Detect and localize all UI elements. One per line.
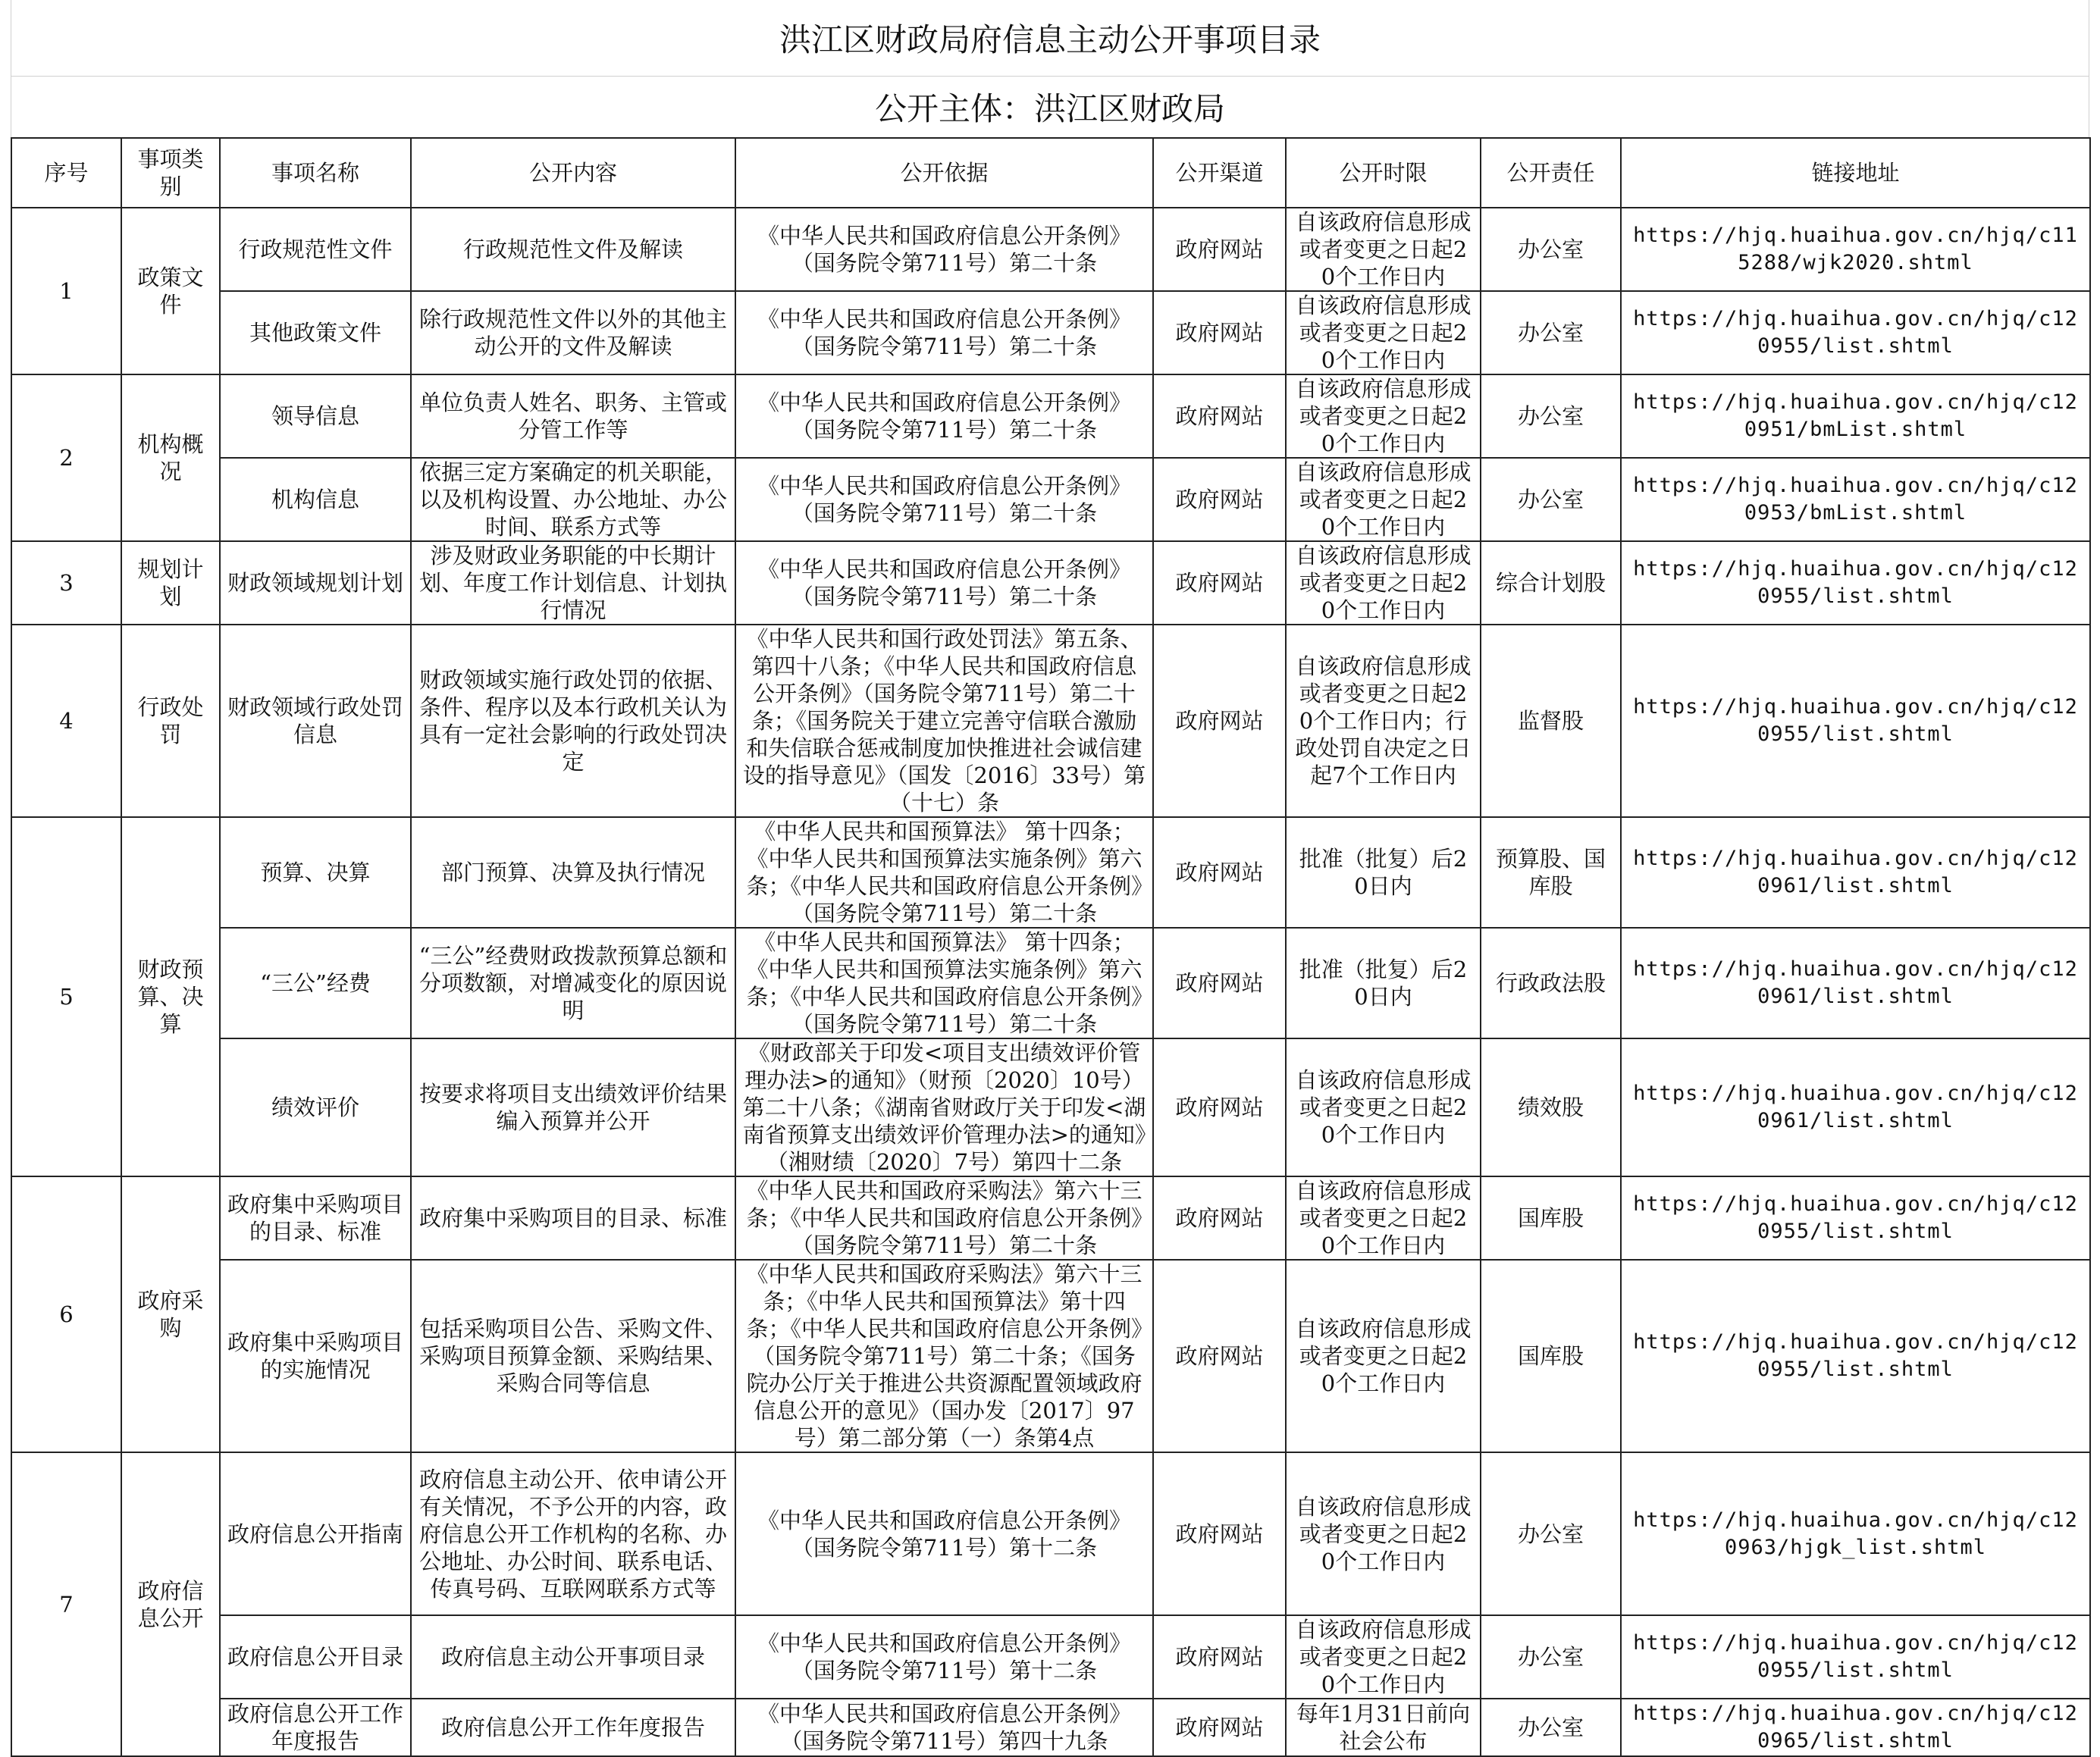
item-basis: 《中华人民共和国政府信息公开条例》（国务院令第711号）第四十九条 <box>735 1699 1153 1756</box>
header-channel: 公开渠道 <box>1153 138 1286 208</box>
item-time-limit: 自该政府信息形成或者变更之日起20个工作日内 <box>1286 208 1481 291</box>
item-basis: 《中华人民共和国预算法》 第十四条；《中华人民共和国预算法实施条例》第六条；《中华人民共和国政府信息公开条例》（国务院令第711号）第二十条 <box>735 817 1153 928</box>
row-number: 5 <box>11 817 121 1176</box>
table-row <box>11 458 2090 541</box>
item-link[interactable]: https://hjq.huaihua.gov.cn/hjq/c120955/list.shtml <box>1621 541 2090 625</box>
item-basis: 《中华人民共和国政府信息公开条例》（国务院令第711号）第二十条 <box>735 458 1153 541</box>
item-content: 涉及财政业务职能的中长期计划、年度工作计划信息、计划执行情况 <box>411 541 735 625</box>
item-time-limit: 自该政府信息形成或者变更之日起20个工作日内 <box>1286 541 1481 625</box>
item-time-limit: 自该政府信息形成或者变更之日起20个工作日内 <box>1286 1615 1481 1699</box>
table-row <box>11 291 2090 374</box>
item-basis: 《中华人民共和国政府信息公开条例》（国务院令第711号）第二十条 <box>735 374 1153 458</box>
item-time-limit: 自该政府信息形成或者变更之日起20个工作日内 <box>1286 1452 1481 1615</box>
item-channel: 政府网站 <box>1153 1038 1286 1176</box>
row-number: 1 <box>11 208 121 374</box>
item-basis: 《中华人民共和国行政处罚法》第五条、第四十八条；《中华人民共和国政府信息公开条例》（国务院令第711号）第二十条；《国务院关于建立完善守信联合激励和失信联合惩戒制度加快推进社会诚信建设的指导意见》（国发〔2016〕33号）第（十七）条 <box>735 625 1153 817</box>
item-link[interactable]: https://hjq.huaihua.gov.cn/hjq/c120955/list.shtml <box>1621 1260 2090 1452</box>
item-name: 其他政策文件 <box>220 291 411 374</box>
item-name: 政府集中采购项目的实施情况 <box>220 1260 411 1452</box>
item-name: 绩效评价 <box>220 1038 411 1176</box>
item-basis: 《中华人民共和国政府信息公开条例》（国务院令第711号）第二十条 <box>735 208 1153 291</box>
item-responsibility: 办公室 <box>1481 291 1621 374</box>
row-category: 财政预算、决算 <box>121 817 220 1176</box>
row-category: 政府信息公开 <box>121 1452 220 1756</box>
item-content: 行政规范性文件及解读 <box>411 208 735 291</box>
item-name: “三公”经费 <box>220 928 411 1038</box>
header-item-name: 事项名称 <box>220 138 411 208</box>
row-number: 3 <box>11 541 121 625</box>
item-responsibility: 预算股、国库股 <box>1481 817 1621 928</box>
item-responsibility: 办公室 <box>1481 1615 1621 1699</box>
header-category: 事项类别 <box>121 138 220 208</box>
row-category: 规划计划 <box>121 541 220 625</box>
row-number: 4 <box>11 625 121 817</box>
item-channel: 政府网站 <box>1153 1452 1286 1615</box>
item-responsibility: 办公室 <box>1481 1699 1621 1756</box>
row-category: 政策文件 <box>121 208 220 374</box>
row-number: 6 <box>11 1176 121 1452</box>
table-row <box>11 541 2090 625</box>
item-content: 依据三定方案确定的机关职能，以及机构设置、办公地址、办公时间、联系方式等 <box>411 458 735 541</box>
item-time-limit: 自该政府信息形成或者变更之日起20个工作日内 <box>1286 291 1481 374</box>
row-number: 2 <box>11 374 121 541</box>
item-responsibility: 绩效股 <box>1481 1038 1621 1176</box>
item-channel: 政府网站 <box>1153 374 1286 458</box>
item-channel: 政府网站 <box>1153 1260 1286 1452</box>
header-responsibility: 公开责任 <box>1481 138 1621 208</box>
item-channel: 政府网站 <box>1153 625 1286 817</box>
table-row <box>11 1176 2090 1260</box>
item-content: 政府集中采购项目的目录、标准 <box>411 1176 735 1260</box>
item-responsibility: 行政政法股 <box>1481 928 1621 1038</box>
item-time-limit: 自该政府信息形成或者变更之日起20个工作日内；行政处罚自决定之日起7个工作日内 <box>1286 625 1481 817</box>
header-content: 公开内容 <box>411 138 735 208</box>
item-link[interactable]: https://hjq.huaihua.gov.cn/hjq/c120963/hjgk_list.shtml <box>1621 1452 2090 1615</box>
item-time-limit: 批准（批复）后20日内 <box>1286 817 1481 928</box>
item-link[interactable]: https://hjq.huaihua.gov.cn/hjq/c120965/list.shtml <box>1621 1699 2090 1756</box>
publishing-subject: 公开主体：洪江区财政局 <box>11 77 2089 137</box>
item-channel: 政府网站 <box>1153 817 1286 928</box>
item-content: 财政领域实施行政处罚的依据、条件、程序以及本行政机关认为具有一定社会影响的行政处罚决定 <box>411 625 735 817</box>
item-channel: 政府网站 <box>1153 1699 1286 1756</box>
table-row <box>11 817 2090 928</box>
table-row <box>11 374 2090 458</box>
item-responsibility: 综合计划股 <box>1481 541 1621 625</box>
header-link: 链接地址 <box>1621 138 2090 208</box>
item-basis: 《中华人民共和国政府信息公开条例》（国务院令第711号）第二十条 <box>735 541 1153 625</box>
item-time-limit: 自该政府信息形成或者变更之日起20个工作日内 <box>1286 1038 1481 1176</box>
item-content: 按要求将项目支出绩效评价结果编入预算并公开 <box>411 1038 735 1176</box>
item-content: 单位负责人姓名、职务、主管或分管工作等 <box>411 374 735 458</box>
item-channel: 政府网站 <box>1153 1615 1286 1699</box>
item-channel: 政府网站 <box>1153 1176 1286 1260</box>
item-link[interactable]: https://hjq.huaihua.gov.cn/hjq/c120953/bmList.shtml <box>1621 458 2090 541</box>
item-time-limit: 自该政府信息形成或者变更之日起20个工作日内 <box>1286 374 1481 458</box>
table-row <box>11 1260 2090 1452</box>
item-channel: 政府网站 <box>1153 541 1286 625</box>
item-basis: 《中华人民共和国政府信息公开条例》（国务院令第711号）第二十条 <box>735 291 1153 374</box>
item-basis: 《财政部关于印发<项目支出绩效评价管理办法>的通知》（财预〔2020〕10号）第二十八条；《湖南省财政厅关于印发<湖南省预算支出绩效评价管理办法>的通知》（湘财绩〔2020〕7号）第四十二条 <box>735 1038 1153 1176</box>
item-responsibility: 办公室 <box>1481 374 1621 458</box>
item-name: 财政领域行政处罚信息 <box>220 625 411 817</box>
item-content: 部门预算、决算及执行情况 <box>411 817 735 928</box>
item-content: “三公”经费财政拨款预算总额和分项数额，对增减变化的原因说明 <box>411 928 735 1038</box>
item-basis: 《中华人民共和国政府采购法》第六十三条；《中华人民共和国政府信息公开条例》（国务院令第711号）第二十条 <box>735 1176 1153 1260</box>
table-row <box>11 625 2090 817</box>
item-responsibility: 国库股 <box>1481 1260 1621 1452</box>
header-basis: 公开依据 <box>735 138 1153 208</box>
item-name: 财政领域规划计划 <box>220 541 411 625</box>
row-category: 机构概况 <box>121 374 220 541</box>
item-name: 政府信息公开工作年度报告 <box>220 1699 411 1756</box>
table-row <box>11 928 2090 1038</box>
item-link[interactable]: https://hjq.huaihua.gov.cn/hjq/c120961/list.shtml <box>1621 1038 2090 1176</box>
item-link[interactable]: https://hjq.huaihua.gov.cn/hjq/c120961/list.shtml <box>1621 928 2090 1038</box>
item-content: 政府信息主动公开、依申请公开有关情况，不予公开的内容，政府信息公开工作机构的名称、办公地址、办公时间、联系电话、传真号码、互联网联系方式等 <box>411 1452 735 1615</box>
item-time-limit: 批准（批复）后20日内 <box>1286 928 1481 1038</box>
item-content: 包括采购项目公告、采购文件、采购项目预算金额、采购结果、采购合同等信息 <box>411 1260 735 1452</box>
item-time-limit: 自该政府信息形成或者变更之日起20个工作日内 <box>1286 1176 1481 1260</box>
item-time-limit: 自该政府信息形成或者变更之日起20个工作日内 <box>1286 458 1481 541</box>
catalog-table <box>11 137 2091 1757</box>
item-responsibility: 国库股 <box>1481 1176 1621 1260</box>
item-channel: 政府网站 <box>1153 458 1286 541</box>
item-content: 政府信息公开工作年度报告 <box>411 1699 735 1756</box>
item-basis: 《中华人民共和国政府信息公开条例》（国务院令第711号）第十二条 <box>735 1452 1153 1615</box>
item-channel: 政府网站 <box>1153 928 1286 1038</box>
catalog-body <box>11 208 2090 1756</box>
item-responsibility: 监督股 <box>1481 625 1621 817</box>
item-link[interactable]: https://hjq.huaihua.gov.cn/hjq/c120961/list.shtml <box>1621 817 2090 928</box>
table-row <box>11 1038 2090 1176</box>
header-row <box>11 138 2090 208</box>
item-name: 政府集中采购项目的目录、标准 <box>220 1176 411 1260</box>
table-row <box>11 1699 2090 1756</box>
header-no: 序号 <box>11 138 121 208</box>
item-content: 政府信息主动公开事项目录 <box>411 1615 735 1699</box>
item-link[interactable]: https://hjq.huaihua.gov.cn/hjq/c120955/list.shtml <box>1621 1615 2090 1699</box>
header-time-limit: 公开时限 <box>1286 138 1481 208</box>
item-content: 除行政规范性文件以外的其他主动公开的文件及解读 <box>411 291 735 374</box>
item-responsibility: 办公室 <box>1481 1452 1621 1615</box>
item-basis: 《中华人民共和国政府信息公开条例》（国务院令第711号）第十二条 <box>735 1615 1153 1699</box>
page-title: 洪江区财政局府信息主动公开事项目录 <box>11 0 2089 77</box>
item-channel: 政府网站 <box>1153 291 1286 374</box>
item-name: 行政规范性文件 <box>220 208 411 291</box>
item-link[interactable]: https://hjq.huaihua.gov.cn/hjq/c120955/list.shtml <box>1621 1176 2090 1260</box>
item-link[interactable]: https://hjq.huaihua.gov.cn/hjq/c120955/list.shtml <box>1621 625 2090 817</box>
item-responsibility: 办公室 <box>1481 208 1621 291</box>
catalog-sheet <box>11 0 2089 1757</box>
item-link[interactable]: https://hjq.huaihua.gov.cn/hjq/c120955/list.shtml <box>1621 291 2090 374</box>
item-name: 政府信息公开目录 <box>220 1615 411 1699</box>
item-time-limit: 每年1月31日前向社会公布 <box>1286 1699 1481 1756</box>
table-row <box>11 1452 2090 1615</box>
item-name: 政府信息公开指南 <box>220 1452 411 1615</box>
item-time-limit: 自该政府信息形成或者变更之日起20个工作日内 <box>1286 1260 1481 1452</box>
item-name: 机构信息 <box>220 458 411 541</box>
table-row <box>11 1615 2090 1699</box>
row-category: 行政处罚 <box>121 625 220 817</box>
item-link[interactable]: https://hjq.huaihua.gov.cn/hjq/c120951/bmList.shtml <box>1621 374 2090 458</box>
item-responsibility: 办公室 <box>1481 458 1621 541</box>
item-name: 预算、决算 <box>220 817 411 928</box>
table-row <box>11 208 2090 291</box>
item-link[interactable]: https://hjq.huaihua.gov.cn/hjq/c115288/wjk2020.shtml <box>1621 208 2090 291</box>
item-basis: 《中华人民共和国政府采购法》第六十三条；《中华人民共和国预算法》第十四条；《中华人民共和国政府信息公开条例》（国务院令第711号）第二十条；《国务院办公厅关于推进公共资源配置领域政府信息公开的意见》（国办发〔2017〕97号）第二部分第（一）条第4点 <box>735 1260 1153 1452</box>
item-basis: 《中华人民共和国预算法》 第十四条；《中华人民共和国预算法实施条例》第六条；《中华人民共和国政府信息公开条例》（国务院令第711号）第二十条 <box>735 928 1153 1038</box>
row-number: 7 <box>11 1452 121 1756</box>
row-category: 政府采购 <box>121 1176 220 1452</box>
item-channel: 政府网站 <box>1153 208 1286 291</box>
item-name: 领导信息 <box>220 374 411 458</box>
